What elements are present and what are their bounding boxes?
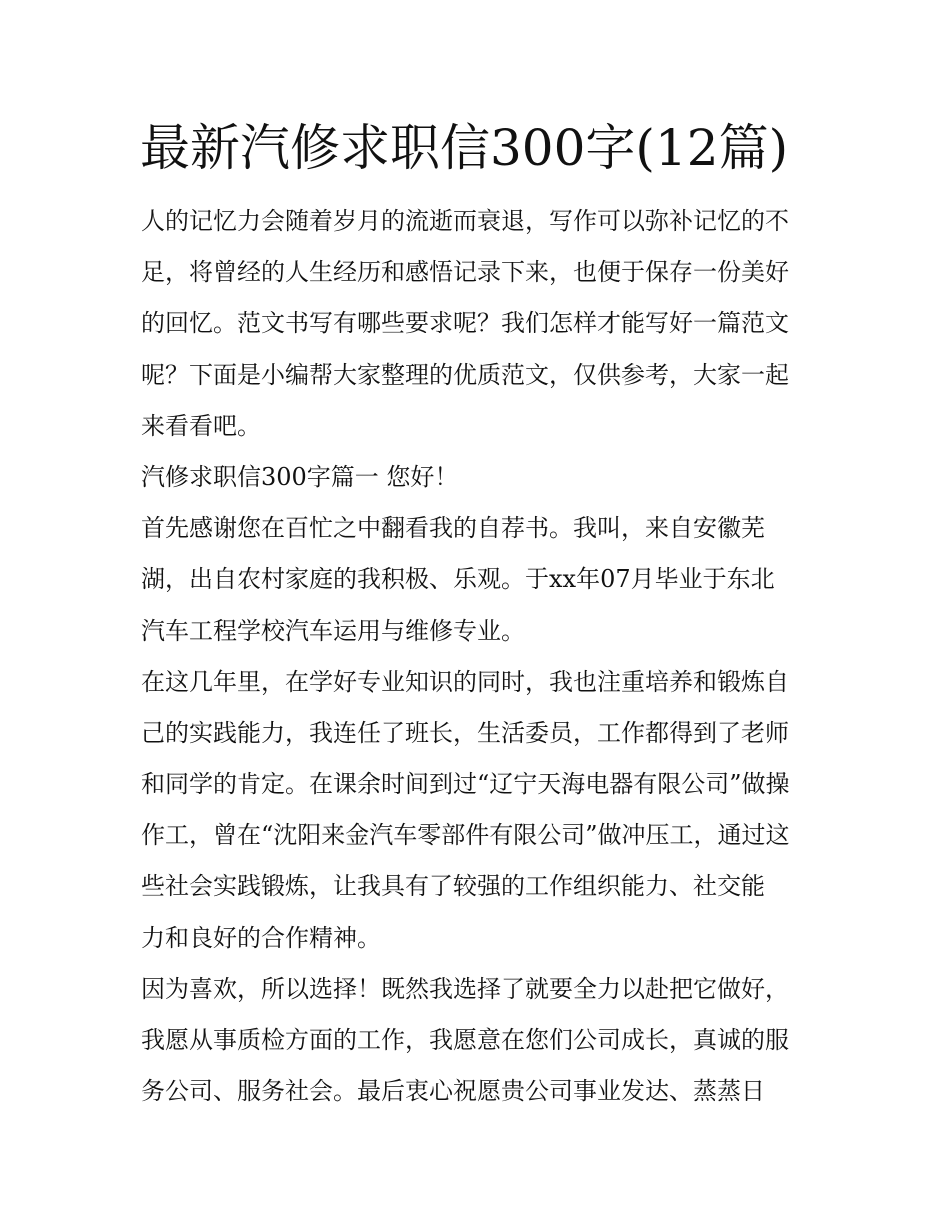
paragraph-closing (141, 964, 813, 1118)
text-line: 在这几年里，在学好专业知识的同时，我也注重培养和锻炼自 (141, 667, 789, 696)
text-line: 力和良好的合作精神。 (141, 923, 381, 952)
text-line: 汽修求职信300字篇一 您好！ (141, 462, 459, 491)
text-line: 和同学的肯定。在课余时间到过“辽宁天海电器有限公司”做操 (141, 770, 790, 799)
text-line: 我愿从事质检方面的工作，我愿意在您们公司成长，真诚的服 (141, 1026, 789, 1054)
text-line: 己的实践能力，我连任了班长，生活委员，工作都得到了老师 (141, 718, 789, 747)
text-line: 因为喜欢，所以选择！既然我选择了就要全力以赴把它做好， (141, 974, 789, 1003)
text-line: 的回忆。范文书写有哪些要求呢？我们怎样才能写好一篇范文 (141, 309, 789, 338)
paragraph-intro (141, 196, 813, 452)
paragraph-section-heading (141, 452, 813, 503)
text-line: 人的记忆力会随着岁月的流逝而衰退，写作可以弥补记忆的不 (141, 207, 789, 235)
text-line: 足，将曾经的人生经历和感悟记录下来，也便于保存一份美好 (141, 258, 789, 287)
document-body (141, 196, 813, 1117)
text-line: 汽车工程学校汽车运用与维修专业。 (141, 616, 525, 645)
text-line: 呢？下面是小编帮大家整理的优质范文，仅供参考，大家一起 (141, 360, 789, 389)
text-line: 湖，出自农村家庭的我积极、乐观。于xx年07月毕业于东北 (141, 565, 775, 594)
text-line: 些社会实践锻炼，让我具有了较强的工作组织能力、社交能 (141, 872, 765, 901)
text-line: 来看看吧。 (141, 411, 261, 440)
text-line: 首先感谢您在百忙之中翻看我的自荐书。我叫，来自安徽芜 (141, 514, 765, 543)
paragraph-experience (141, 657, 813, 964)
paragraph-self-introduction (141, 503, 813, 657)
text-line: 务公司、服务社会。最后衷心祝愿贵公司事业发达、蒸蒸日 (141, 1077, 765, 1106)
text-line: 作工，曾在“沈阳来金汽车零部件有限公司”做冲压工，通过这 (141, 821, 790, 850)
document-title: 最新汽修求职信300字(12篇) (140, 119, 789, 177)
